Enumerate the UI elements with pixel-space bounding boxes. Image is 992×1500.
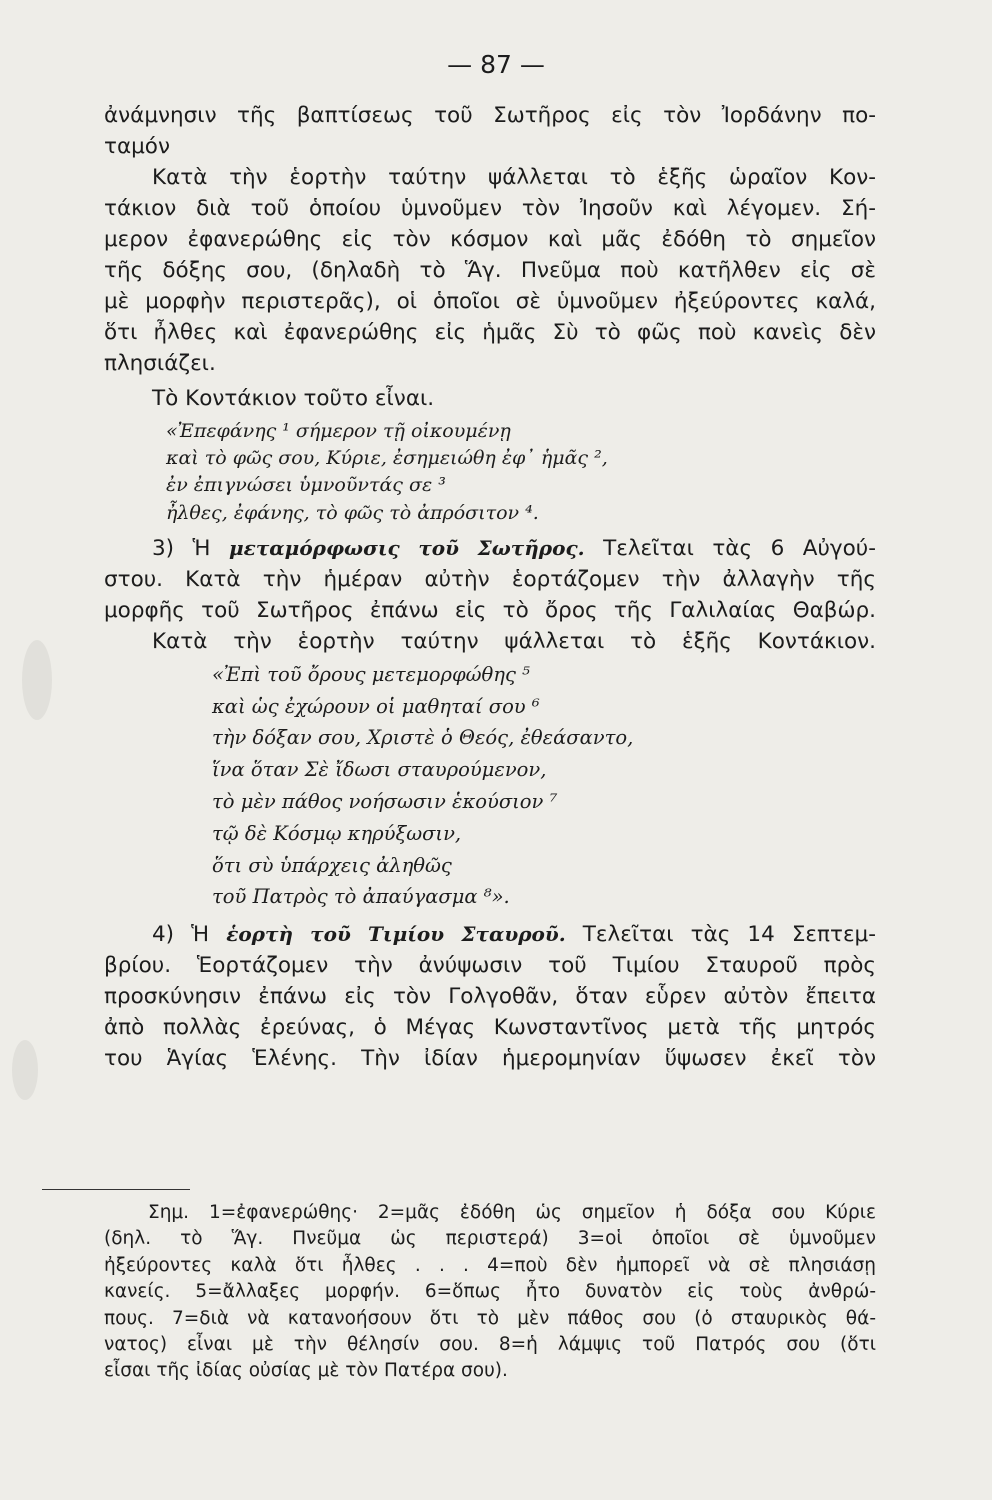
section-number: 3) Ἡ — [152, 535, 211, 561]
footnotes — [104, 1200, 876, 1385]
text-line — [104, 919, 876, 950]
section-title: ἑορτὴ τοῦ Τιμίου Σταυροῦ. — [226, 922, 566, 947]
footnote-divider — [42, 1189, 190, 1190]
hymn-line: ἵνα ὅταν Σὲ ἴδωσι σταυρούμενον, — [212, 758, 547, 782]
hymn-line: καὶ ὡς ἐχώρουν οἱ μαθηταί σου ⁶ — [212, 694, 540, 718]
text-line: μερον ἐφανερώθης εἰς τὸν κόσμον καὶ μᾶς ἐδόθη τὸ σημεῖον — [104, 227, 876, 252]
hymn-line: τὸ μὲν πάθος νοήσωσιν ἑκούσιον ⁷ — [212, 790, 558, 813]
page-stain — [22, 640, 52, 720]
section-date: Τελεῖται τὰς 14 Σεπτεμ- — [582, 922, 876, 948]
footnote-line: Σημ. 1=ἐφανερώθης· 2=μᾶς ἐδόθη ὡς σημεῖον ἡ δόξα σου Κύριε — [148, 1202, 876, 1223]
footnote-line: (δηλ. τὸ Ἅγ. Πνεῦμα ὡς περιστερά) 3=οἱ ὁποῖοι σὲ ὑμνοῦμεν — [104, 1228, 876, 1250]
hymn-line: τοῦ Πατρὸς τὸ ἀπαύγασμα ⁸». — [212, 885, 510, 909]
text-line: ἀνάμνησιν τῆς βαπτίσεως τοῦ Σωτῆρος εἰς τὸν Ἰορδάνην πο- — [104, 103, 876, 128]
text-line: μορφῆς τοῦ Σωτῆρος ἐπάνω εἰς τὸ ὄρος τῆς Γαλιλαίας Θαβώρ. — [104, 597, 876, 623]
text-line: ταμόν — [104, 134, 170, 159]
hymn-line: τὴν δόξαν σου, Χριστὲ ὁ Θεός, ἐθεάσαντο, — [212, 726, 634, 750]
text-line: πλησιάζει. — [104, 351, 216, 376]
text-line: ἀπὸ πολλὰς ἐρεύνας, ὁ Μέγας Κωνσταντῖνος μετὰ τῆς μητρός — [104, 1015, 876, 1041]
section-holy-cross — [104, 919, 876, 1074]
hymn-line: «Ἐπὶ τοῦ ὄρους μετεμορφώθης ⁵ — [212, 662, 530, 686]
hymn-kontakion-epiphany — [104, 418, 876, 527]
footnote-line: εἶσαι τῆς ἰδίας οὐσίας μὲ τὸν Πατέρα σου). — [104, 1360, 508, 1382]
hymn-line: ἦλθες, ἐφάνης, τὸ φῶς τὸ ἀπρόσιτον ⁴. — [166, 501, 539, 524]
footnote-line: κανείς. 5=ἄλλαξες μορφήν. 6=ὅπως ἦτο δυνατὸν εἰς τοὺς ἀνθρώ- — [104, 1281, 876, 1303]
hymn-kontakion-transfiguration — [104, 659, 876, 913]
text-line: μὲ μορφὴν περιστερᾶς), οἱ ὁποῖοι σὲ ὑμνοῦμεν ἠξεύροντες καλά, — [104, 289, 876, 314]
text-line: του Ἁγίας Ἑλένης. Τὴν ἰδίαν ἡμερομηνίαν ὕψωσεν ἐκεῖ τὸν — [104, 1046, 876, 1072]
text-line — [104, 533, 876, 564]
text-line: προσκύνησιν ἐπάνω εἰς τὸν Γολγοθᾶν, ὅταν εὗρεν αὐτὸν ἔπειτα — [104, 984, 876, 1010]
section-number: 4) Ἡ — [152, 922, 210, 948]
paragraph — [104, 162, 876, 379]
kontakion-intro: Κατὰ τὴν ἑορτὴν ταύτην ψάλλεται τὸ ἑξῆς Κοντάκιον. — [152, 628, 876, 654]
hymn-line: ἐν ἐπιγνώσει ὑμνοῦντάς σε ³ — [166, 474, 446, 497]
page-stain — [12, 1040, 38, 1100]
text-line: στου. Κατὰ τὴν ἡμέραν αὐτὴν ἑορτάζομεν τὴν ἀλλαγὴν τῆς — [104, 566, 876, 592]
hymn-line: τῷ δὲ Κόσμῳ κηρύξωσιν, — [212, 821, 462, 845]
footnote-line: νατος) εἶναι μὲ τὴν θέλησίν σου. 8=ἡ λάμψις τοῦ Πατρός σου (ὅτι — [104, 1334, 876, 1356]
hymn-line: «Ἐπεφάνης ¹ σήμερον τῇ οἰκουμένῃ — [166, 420, 511, 442]
page-number: — 87 — — [447, 50, 545, 79]
section-title: μεταμόρφωσις τοῦ Σωτῆρος. — [229, 535, 585, 560]
text-line: Κατὰ τὴν ἑορτὴν ταύτην ψάλλεται τὸ ἑξῆς ὡραῖον Κον- — [152, 165, 876, 190]
kontakion-intro: Τὸ Κοντάκιον τοῦτο εἶναι. — [152, 386, 435, 411]
section-transfiguration — [104, 533, 876, 657]
section-date: Τελεῖται τὰς 6 Αὐγού- — [603, 535, 876, 561]
footnote-line: πους. 7=διὰ νὰ κατανοήσουν ὅτι τὸ μὲν πάθος σου (ὁ σταυρικὸς θά- — [104, 1307, 876, 1329]
text-line: βρίου. Ἑορτάζομεν τὴν ἀνύψωσιν τοῦ Τιμίου Σταυροῦ πρὸς — [104, 953, 876, 979]
text-line: τάκιον διὰ τοῦ ὁποίου ὑμνοῦμεν τὸν Ἰησοῦν καὶ λέγομεν. Σή- — [104, 196, 876, 221]
paragraph — [104, 100, 876, 162]
footnote-line: ἠξεύροντες καλὰ ὅτι ἦλθες . . . 4=ποὺ δὲν ἠμπορεῖ νὰ σὲ πλησιάσῃ — [104, 1254, 876, 1276]
main-text — [104, 100, 876, 1074]
text-line: ὅτι ἦλθες καὶ ἐφανερώθης εἰς ἡμᾶς Σὺ τὸ φῶς ποὺ κανεὶς δὲν — [104, 320, 876, 345]
text-line: τῆς δόξης σου, (δηλαδὴ τὸ Ἅγ. Πνεῦμα ποὺ κατῆλθεν εἰς σὲ — [104, 258, 876, 283]
hymn-line: ὅτι σὺ ὑπάρχεις ἀληθῶς — [212, 853, 452, 877]
hymn-line: καὶ τὸ φῶς σου, Κύριε, ἐσημειώθη ἐφ᾽ ἡμᾶς ², — [166, 447, 608, 470]
